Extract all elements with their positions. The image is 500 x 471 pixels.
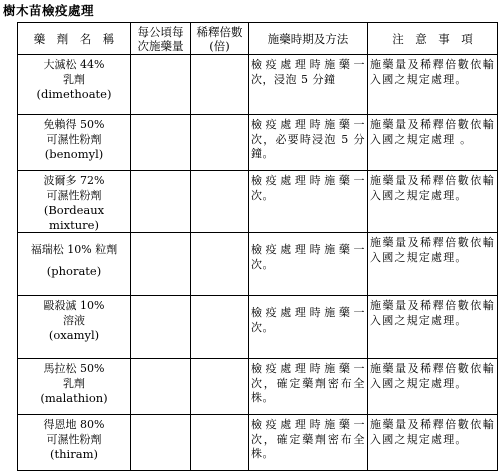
table-row xyxy=(18,55,498,115)
pesticide-name: 波爾多 72% xyxy=(43,174,105,187)
pesticide-name-cell xyxy=(18,415,131,471)
note-cell: 施藥量及稀釋倍數依輸入國之規定處理。 xyxy=(368,359,498,415)
amount-cell xyxy=(131,115,191,171)
method-cell: 檢疫處理時施藥一次，浸泡 5 分鐘 xyxy=(249,55,368,115)
table-row xyxy=(18,359,498,415)
pesticide-name: 馬拉松 50% xyxy=(43,362,105,375)
method-cell: 檢疫處理時施藥一次，必要時浸泡 5 分鐘。 xyxy=(249,115,368,171)
amount-cell xyxy=(131,359,191,415)
amount-cell xyxy=(131,296,191,359)
pesticide-name-cell xyxy=(18,115,131,171)
pesticide-name: 毆殺滅 10% xyxy=(43,299,105,312)
dilution-cell xyxy=(191,233,249,296)
method-cell: 檢疫處理時施藥一次，確定藥劑密布全株。 xyxy=(249,359,368,415)
note-cell: 施藥量及稀釋倍數依輸入國之規定處理。 xyxy=(368,415,498,471)
pesticide-name-cell xyxy=(18,233,131,296)
table-row xyxy=(18,233,498,296)
pesticide-name: 福瑞松 10% 粒劑 xyxy=(30,243,118,256)
pesticide-english-name: (malathion) xyxy=(40,391,108,405)
pesticide-form: 溶液 xyxy=(63,313,85,327)
pesticide-form: 可濕性粉劑 xyxy=(46,132,102,146)
pesticide-form: 乳劑 xyxy=(63,376,85,390)
header-amount: 每公頃每次施藥量 xyxy=(131,23,191,55)
header-note: 注 意 事 項 xyxy=(368,23,498,55)
pesticide-name: 免賴得 50% xyxy=(43,118,105,131)
pesticide-name: 得恩地 80% xyxy=(43,418,105,431)
table-row xyxy=(18,415,498,471)
header-method: 施藥時期及方法 xyxy=(249,23,368,55)
dilution-cell xyxy=(191,415,249,471)
header-dilution: 稀釋倍數(倍) xyxy=(191,23,249,55)
pesticide-table xyxy=(17,22,498,471)
pesticide-form: 可濕性粉劑 xyxy=(46,432,102,446)
pesticide-name: 大滅松 44% xyxy=(43,58,105,71)
pesticide-name-cell xyxy=(18,55,131,115)
pesticide-name-cell xyxy=(18,296,131,359)
pesticide-english-name: (Bordeaux mixture) xyxy=(43,203,105,232)
method-cell: 檢疫處理時施藥一次。 xyxy=(249,171,368,233)
dilution-cell xyxy=(191,296,249,359)
document-title: 樹木苗檢疫處理 xyxy=(3,3,95,18)
note-cell: 施藥量及稀釋倍數依輸入國之規定處理 。 xyxy=(368,115,498,171)
table-row xyxy=(18,171,498,233)
amount-cell xyxy=(131,171,191,233)
dilution-cell xyxy=(191,171,249,233)
method-cell: 檢疫處理時施藥一次，確定藥劑密布全株。 xyxy=(249,415,368,471)
table-header-row xyxy=(18,23,498,55)
pesticide-english-name: (benomyl) xyxy=(44,147,104,161)
amount-cell xyxy=(131,233,191,296)
pesticide-english-name: (phorate) xyxy=(46,263,102,278)
header-name: 藥 劑 名 稱 xyxy=(18,23,131,55)
pesticide-name-cell xyxy=(18,359,131,415)
note-cell: 施藥量及稀釋倍數依輸入國之規定處理。 xyxy=(368,233,498,296)
method-cell: 檢疫處理時施藥一次。 xyxy=(249,296,368,359)
dilution-cell xyxy=(191,359,249,415)
pesticide-form: 乳劑 xyxy=(63,72,85,86)
pesticide-english-name: (dimethoate) xyxy=(36,87,112,101)
amount-cell xyxy=(131,415,191,471)
dilution-cell xyxy=(191,115,249,171)
method-cell: 檢疫處理時施藥一次。 xyxy=(249,233,368,296)
note-cell: 施藥量及稀釋倍數依輸入國之規定處理。 xyxy=(368,296,498,359)
note-cell: 施藥量及稀釋倍數依輸入國之規定處理。 xyxy=(368,171,498,233)
pesticide-form: 可濕性粉劑 xyxy=(46,188,102,202)
note-cell: 施藥量及稀釋倍數依輸入國之規定處理。 xyxy=(368,55,498,115)
dilution-cell xyxy=(191,55,249,115)
pesticide-english-name: (oxamyl) xyxy=(48,328,100,342)
amount-cell xyxy=(131,55,191,115)
pesticide-name-cell xyxy=(18,171,131,233)
table-row xyxy=(18,296,498,359)
table-row xyxy=(18,115,498,171)
pesticide-english-name: (thiram) xyxy=(50,447,98,461)
